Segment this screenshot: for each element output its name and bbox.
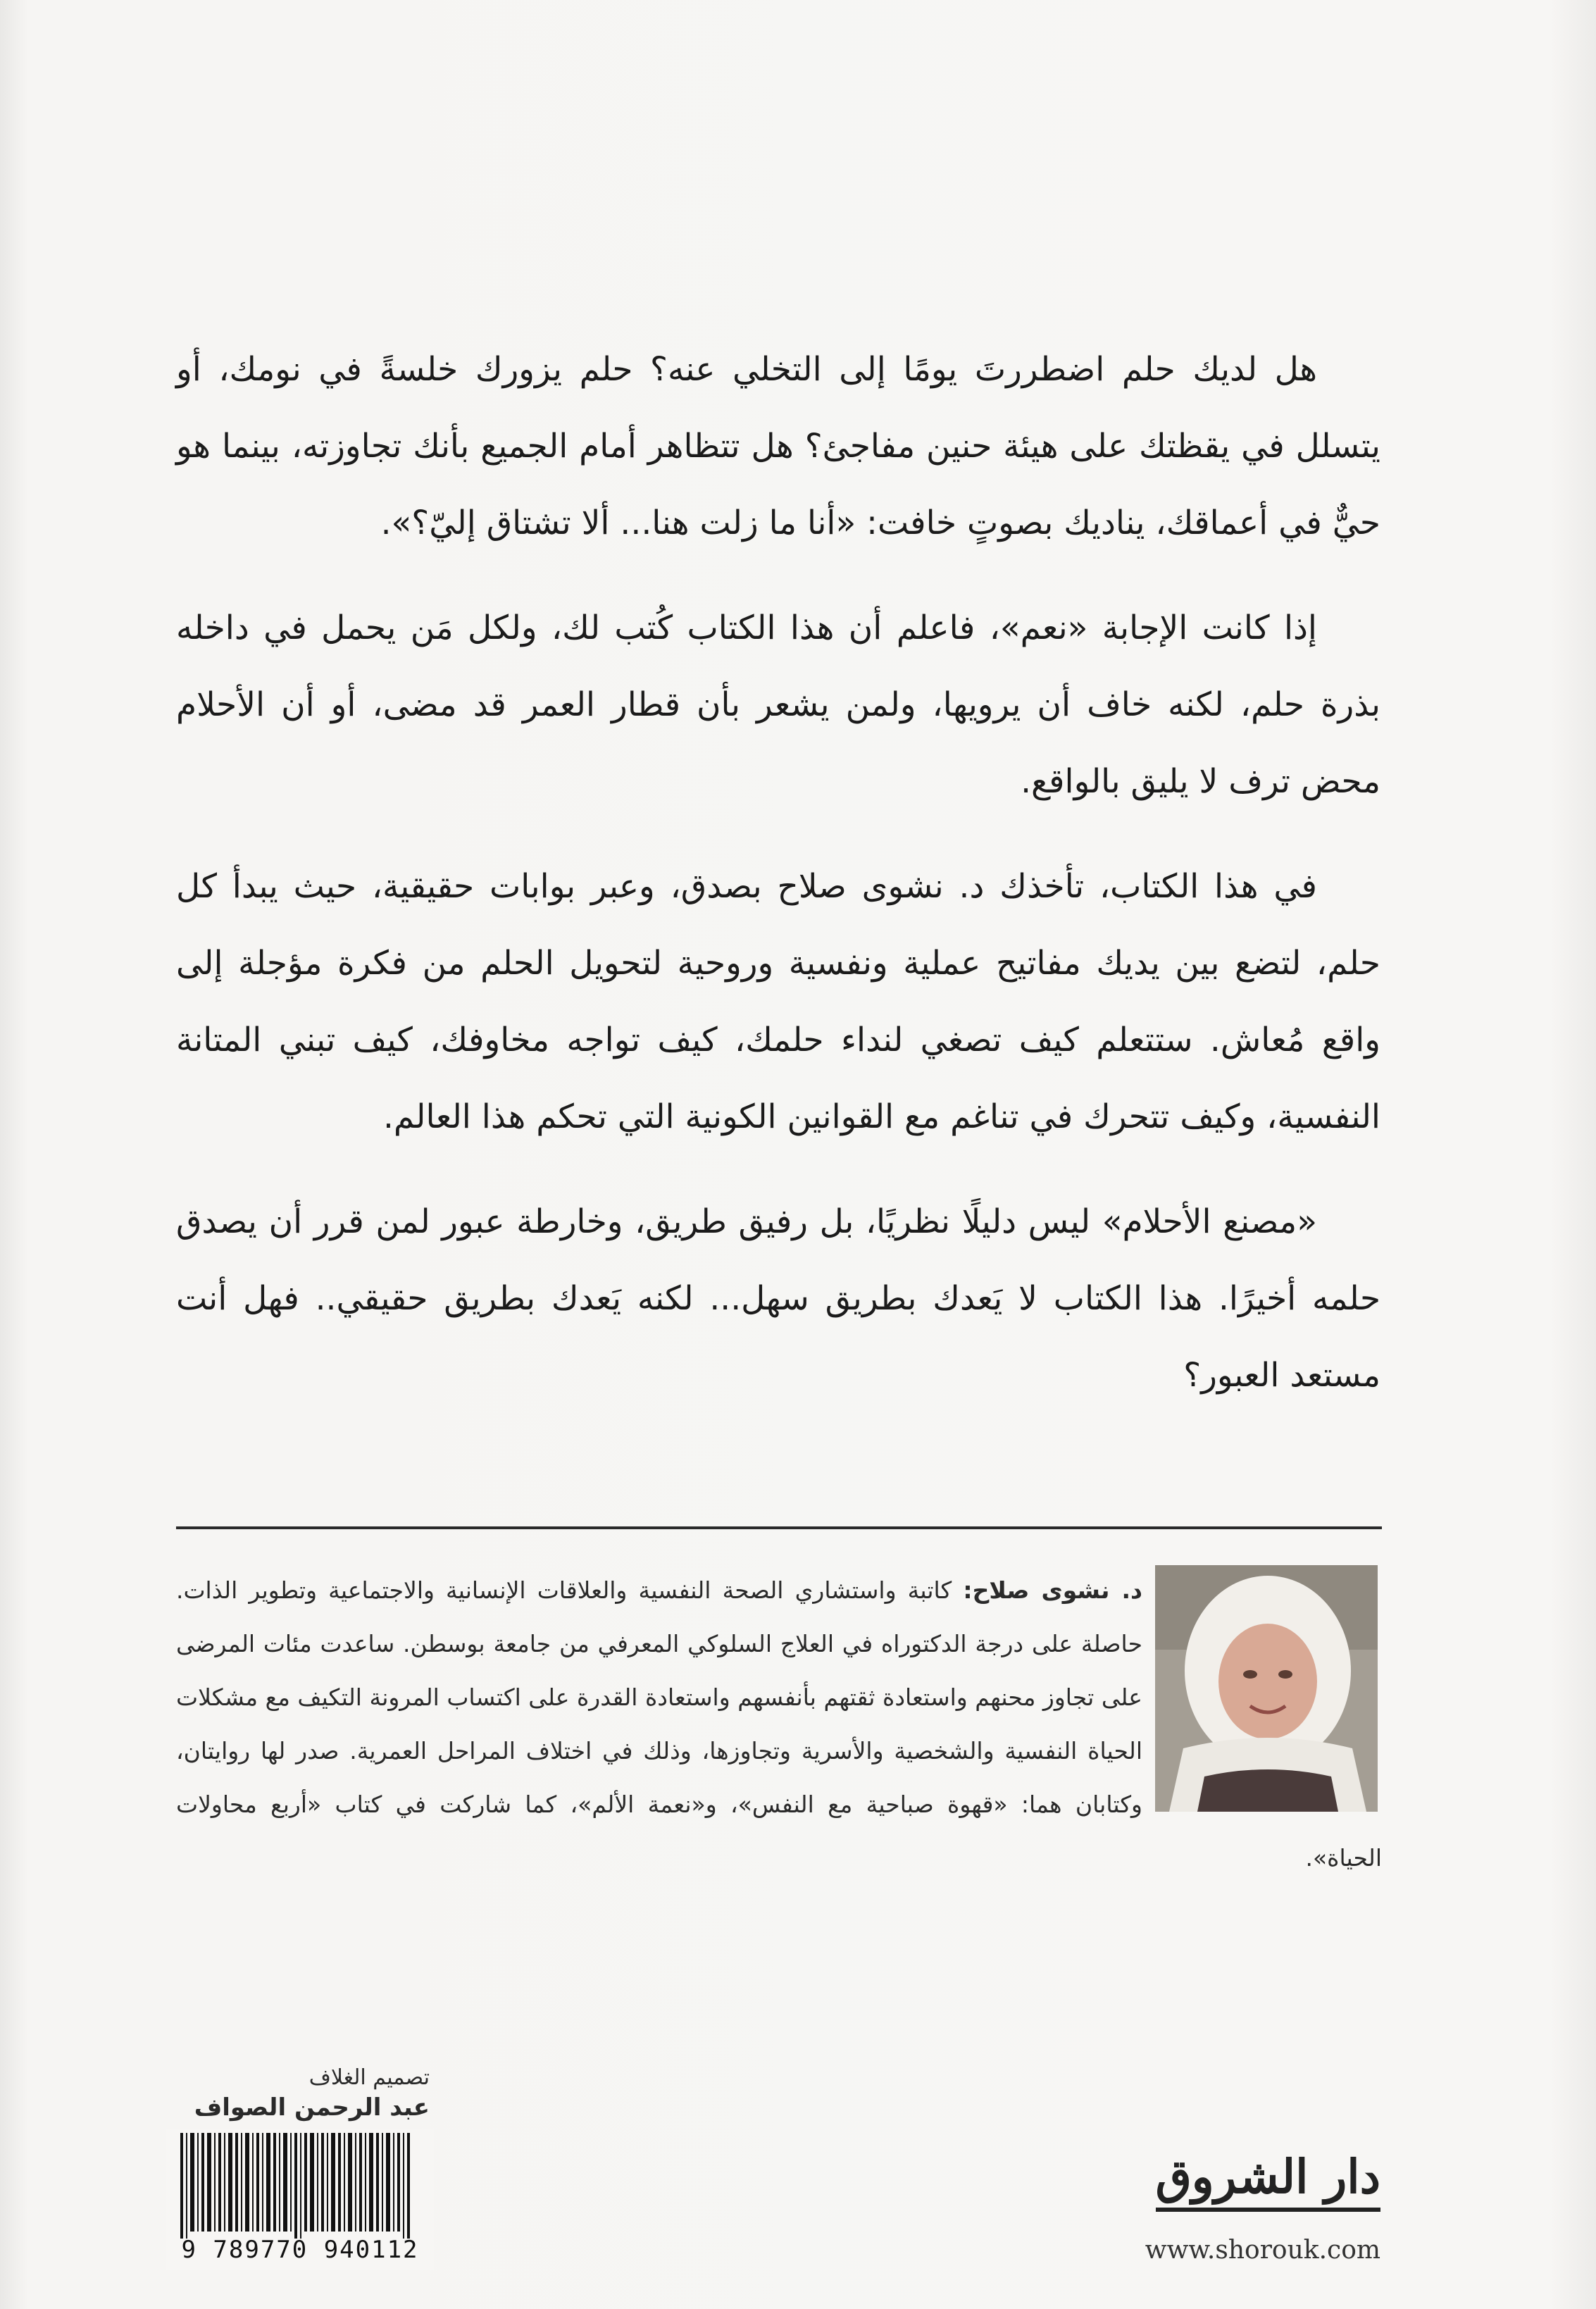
author-name: د. نشوى صلاح: [963, 1576, 1142, 1604]
author-bio-text: كاتبة واستشاري الصحة النفسية والعلاقات الإنسانية والاجتماعية وتطوير الذات. حاصلة على درجة الدكتوراه في العلاج السلوكي المعرفي من جامعة بوسطن. ساعدت مئات المرضى على تجاوز محنهم واستعادة ثقتهم بأنفسهم واستعادة القدرة على اكتساب المرونة التكيف مع مشكلات الحياة النفسية والشخصية والأسرية وتجاوزها، وذلك في اختلاف المراحل العمرية. صدر لها روايتان، وكتابان هما: «قهوة صباحية مع النفس»، و«نعمة الألم»، كما شاركت في كتاب «أربع محاولات الحياة». [176, 1576, 1382, 1872]
blurb-paragraph-1: هل لديك حلم اضطررتَ يومًا إلى التخلي عنه؟ حلم يزورك خلسةً في نومك، أو يتسلل في يقظتك على هيئة حنين مفاجئ؟ هل تتظاهر أمام الجميع بأنك تجاوزته، بينما هو حيٌّ في أعماقك، يناديك بصوتٍ خافت: «أنا ما زلت هنا... ألا تشتاق إليّ؟». [176, 350, 1380, 542]
blurb-paragraph-2: إذا كانت الإجابة «نعم»، فاعلم أن هذا الكتاب كُتب لك، ولكل مَن يحمل في داخله بذرة حلم، لكنه خاف أن يرويها، ولمن يشعر بأن قطار العمر قد مضى، أو أن الأحلام محض ترف لا يليق بالواقع. [176, 609, 1380, 801]
isbn-barcode [166, 2129, 434, 2270]
publisher-logo: دار الشروق [1156, 2148, 1380, 2212]
cover-design-credit [176, 2064, 430, 2123]
blurb-text [176, 331, 1380, 1442]
author-photo [1155, 1565, 1378, 1812]
author-portrait-image [1155, 1565, 1378, 1812]
cover-design-label: تصميم الغلاف [308, 2065, 430, 2090]
blurb-paragraph-4: «مصنع الأحلام» ليس دليلًا نظريًا، بل رفيق طريق، وخارطة عبور لمن قرر أن يصدق حلمه أخيرًا. هذا الكتاب لا يَعدك بطريق سهل... لكنه يَعدك بطريق حقيقي.. فهل أنت مستعد العبور؟ [176, 1202, 1380, 1395]
cover-designer-name: عبد الرحمن الصواف [194, 2093, 430, 2122]
divider-rule [176, 1526, 1382, 1529]
blurb-paragraph-3: في هذا الكتاب، تأخذك د. نشوى صلاح بصدق، وعبر بوابات حقيقية، حيث يبدأ كل حلم، لتضع بين يديك مفاتيح عملية ونفسية وروحية لتحويل الحلم من فكرة مؤجلة إلى واقع مُعاش. ستتعلم كيف تصغي لنداء حلمك، كيف تواجه مخاوفك، كيف تبني المتانة النفسية، وكيف تتحرك في تناغم مع القوانين الكونية التي تحكم هذا العالم. [176, 867, 1380, 1136]
isbn-number: 9 789770 940112 [181, 2236, 419, 2264]
publisher-block [1071, 2148, 1380, 2289]
publisher-website: www.shorouk.com [1145, 2236, 1380, 2265]
